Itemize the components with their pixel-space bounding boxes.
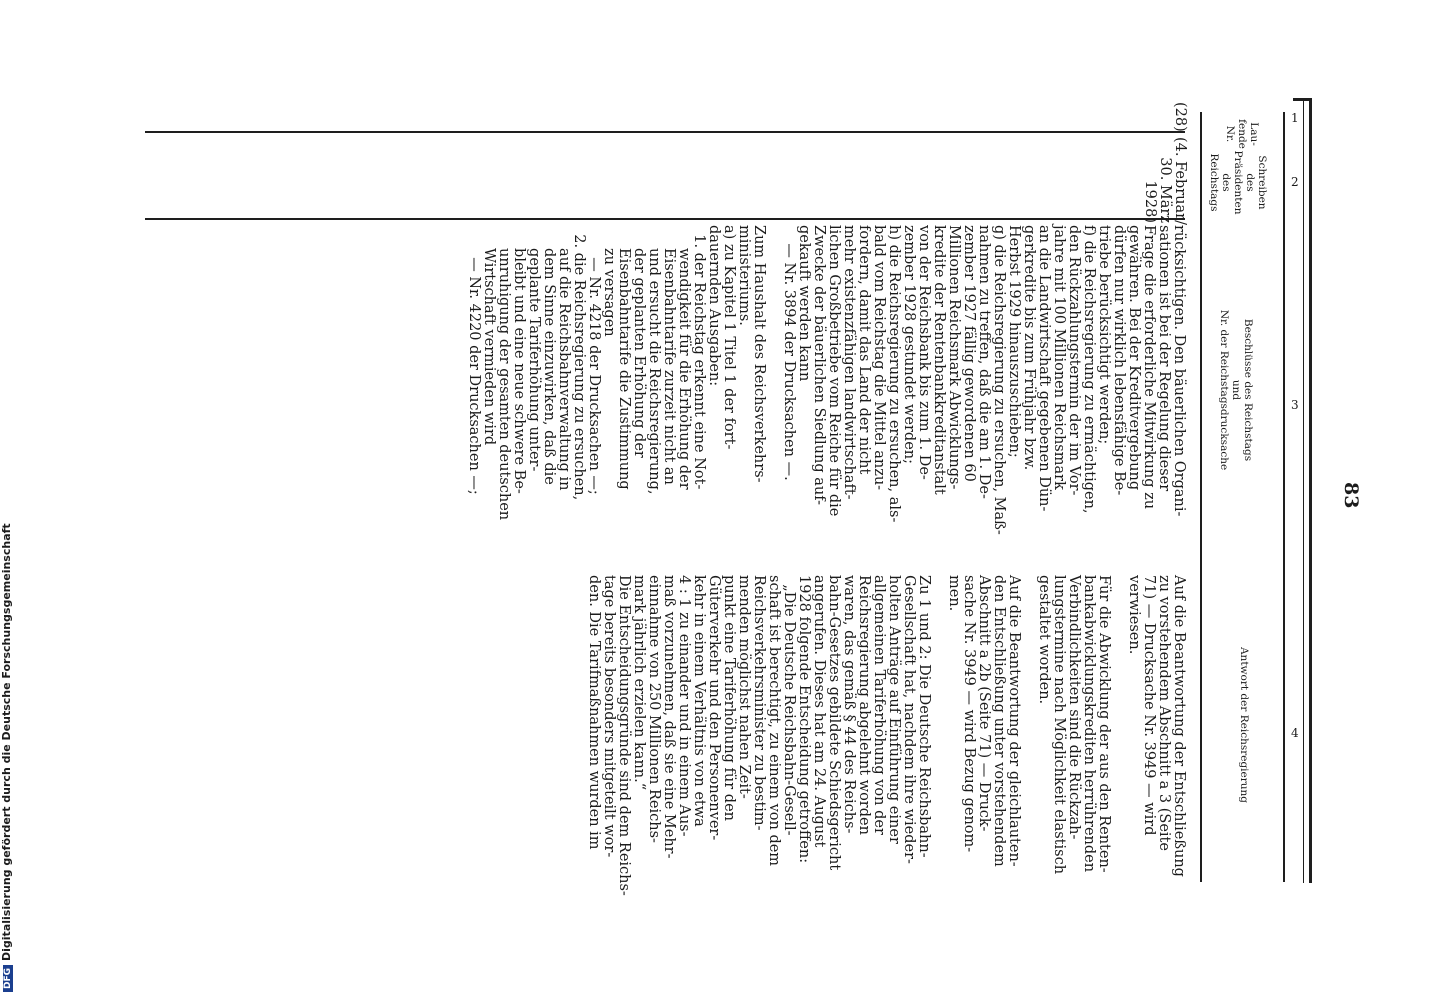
header-col3: Beschlüsse des Reichstags und Nr. der Reichstagsdrucksache [1218,309,1254,471]
column-number-rule [1283,112,1285,882]
column-number-3: 3 [1291,398,1299,412]
resolutions-text: rücksichtigen. Den bäuerlichen Organi- sationen ist bei der Regelung dieser Frage die erforderliche Mitwirkung zu gewähren. Bei der Kreditvergebung dürfen nur wirklich lebensfähige Be- triebe berücksichtigt werden; f) die Reichsregierung zu ermächtigen, den Rückzahlungstermin der im Vor- jahre mit 100 Millionen Reichsmark an die Landwirtschaft gegebenen Dün- gerkredite bis zum Frühjahr bzw. Herbst 1929 hinauszuschieben; g) die Reichsregierung zu ersuchen, Maß- nahmen zu treffen, daß die am 1. De- zember 1927 fällig gewordenen 60 Millionen Reichsmark Abwicklungs- kredite der Rentenbankkreditanstalt von der Reichsbank bis zum 1. De- zember 1928 gestundet werden; h) die Reichsregierung zu ersuchen, als- bald vom Reichstag die Mittel anzu- fordern, damit das Land der nicht mehr existenzfähigen landwirtschaft- lichen Großbetriebe vom Reiche für die Zwecke der bäuerlichen Siedlung auf- gekauft werden kann — Nr. 3894 der Drucksachen —. Zum Haushalt des Reichsverkehrs- ministeriums. a) zu Kapitel 1 Titel 1 der fort- dauernden Ausgaben: 1. der Reichstag erkennt eine Not- wendigkeit für die Erhöhung der Eisenbahntarife zurzeit nicht an und ersucht die Reichsregierung, der geplanten Erhöhung der Eisenbahntarife die Zustimmung zu versagen — Nr. 4218 der Drucksachen —; 2. die Reichsregierung zu ersuchen, auf die Reichsbahnverwaltung in dem Sinne einzuwirken, daß die geplante Tariferhöhung unter- bleibt und eine neue schwere Be- unruhigung der gesamten deutschen Wirtschaft vermieden wird — Nr. 4220 der Drucksachen —; [466,225,1187,535]
entry-date: (4. Februar/ 30. März 1928) [1142,137,1188,225]
government-answer-text: Auf die Beantwortung der Entschließung zu vorstehendem Abschnitt a 3 (Seite 71) — Drucksache Nr. 3949 — wird verwiesen. Für die Abwicklung der aus den Renten- bankabwicklungskrediten herrührenden Verbindlichkeiten sind die Rückzah- lungstermine nach Möglichkeit elastisch gestaltet worden. Auf die Beantwortung der gleichlauten- den Entschließung unter vorstehendem Abschnitt a 2b (Seite 71) — Druck- sache Nr. 3949 — wird Bezug genom- men. Zu 1 und 2: Die Deutsche Reichsbahn- Gesellschaft hat, nachdem ihre wieder- holten Anträge auf Einführung einer allgemeinen Tariferhöhung von der Reichsregierung abgelehnt worden waren, das gemäß § 44 des Reichs- bahn-Gesetzes gebildete Schiedsgericht angerufen. Dieses hat am 24. August 1928 folgende Entscheidung getroffen: „Die Deutsche Reichsbahn-Gesell- schaft ist berechtigt, zu einem von dem Reichsverkehrsminister zu bestim- menden möglichst nahen Zeit- punkt eine Tariferhöhung für den Güterverkehr und den Personenver- kehr in einem Verhältnis von etwa 4 : 1 zu einander und in einem Aus- maß vorzunehmen, daß sie eine Mehr- einnahme von 250 Millionen Reichs- mark jährlich erzielen kann.“ Die Entscheidungsgründe sind dem Reichs- tage bereits besonders mitgeteilt wor- den. Die Tarifmaßnahmen wurden im [586,575,1187,896]
entry-number: (28) [1172,102,1188,132]
table-right-border-inner [1303,98,1304,883]
header-col1: Lau- fende Nr. [1224,119,1260,149]
header-rule [1200,112,1202,882]
digitization-text: Digitalisierung gefördert durch die Deutsche Forschungsgemeinschaft [0,523,13,961]
page-number: 83 [1340,482,1362,509]
dfg-logo-icon: DFG [3,965,13,992]
column-number-1: 1 [1291,111,1299,125]
digitization-note [0,523,13,992]
table-header-rule-upper [145,131,1185,133]
column-number-2: 2 [1291,175,1299,189]
header-col2: Schreiben des Präsidenten des Reichstags [1208,150,1268,215]
column-number-4: 4 [1291,726,1299,740]
header-col4: Antwort der Reichsregierung [1238,646,1250,804]
table-header-rule-lower [145,218,1185,220]
table-right-border [1309,98,1312,883]
